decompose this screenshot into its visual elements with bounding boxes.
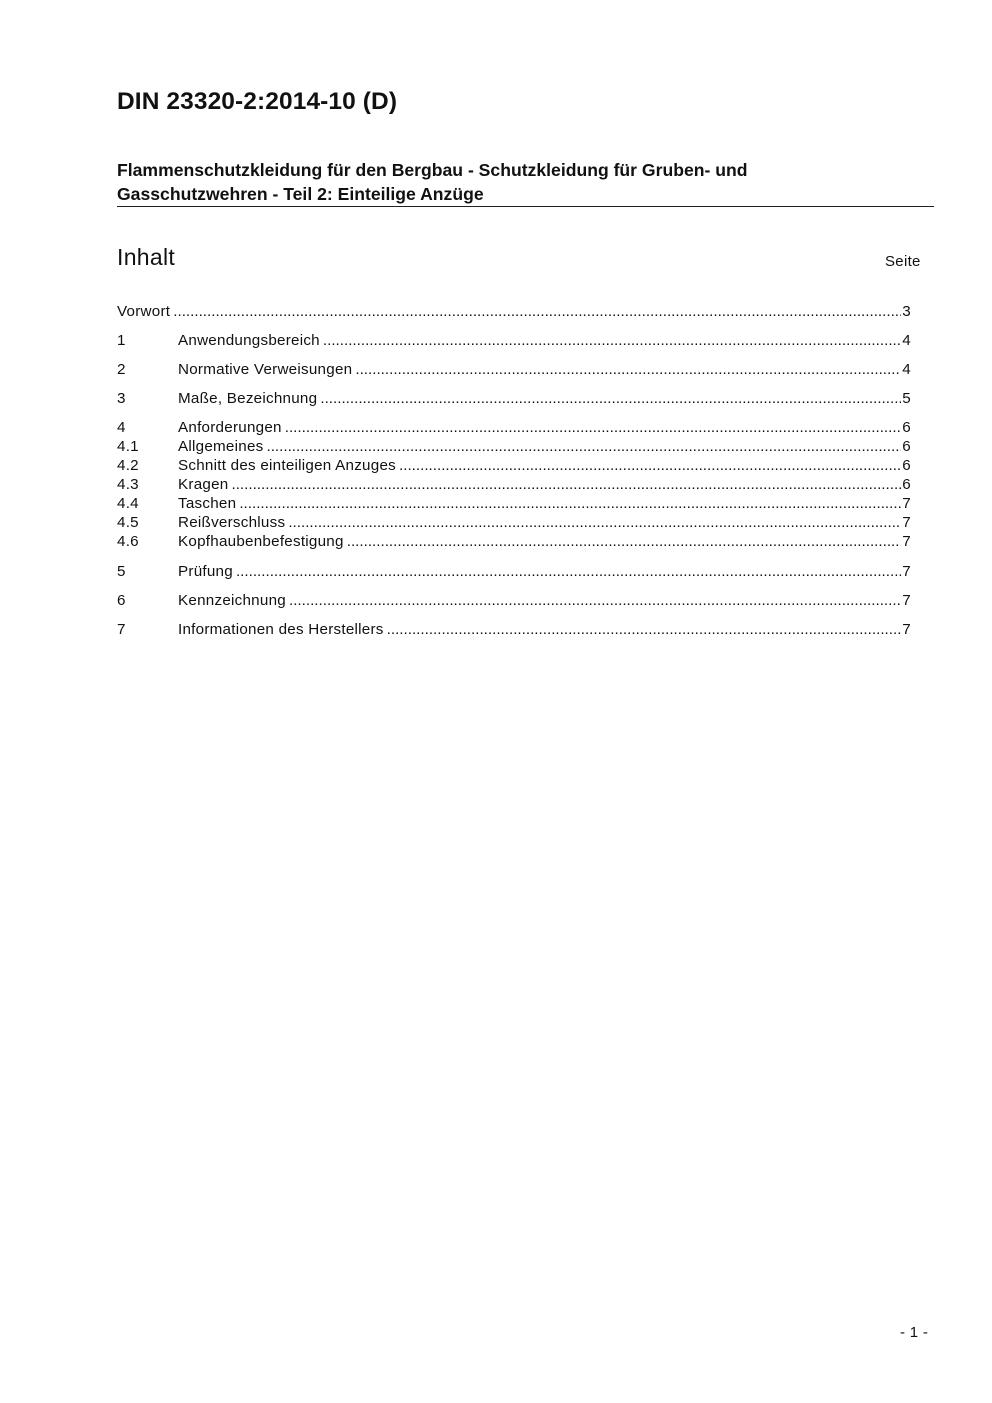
- toc-entry-page: 3: [902, 303, 911, 320]
- toc-dot-leader: [236, 562, 901, 581]
- toc-dot-leader: [347, 532, 902, 551]
- document-subtitle: Flammenschutzkleidung für den Bergbau - Schutzkleidung für Gruben- und Gasschutzwehren - Teil 2: Einteilige Anzüge: [117, 160, 748, 204]
- toc-entry-title: Schnitt des einteiligen Anzuges: [178, 457, 396, 474]
- toc-dot-leader: [266, 437, 901, 456]
- toc-entry-page: 7: [902, 533, 911, 550]
- toc-heading: Inhalt: [117, 244, 176, 270]
- toc-dot-leader: [239, 494, 901, 513]
- toc-entry-number: 4.2: [117, 457, 139, 474]
- toc-entry-1[interactable]: [117, 331, 911, 350]
- toc-entry-4-6[interactable]: [117, 532, 911, 551]
- toc-entry-number: 7: [117, 621, 126, 638]
- toc-dot-leader: [288, 513, 901, 532]
- document-id: DIN 23320-2:2014-10 (D): [117, 88, 398, 115]
- toc-entry-title: Vorwort: [117, 303, 171, 320]
- page-number: - 1 -: [900, 1324, 929, 1341]
- toc-entry-number: 3: [117, 390, 126, 407]
- toc-entry-page: 6: [902, 438, 911, 455]
- toc-entry-page: 7: [902, 563, 911, 580]
- toc-entry-page: 6: [902, 457, 911, 474]
- toc-dot-leader: [320, 389, 901, 408]
- toc-dot-leader: [231, 475, 901, 494]
- toc-entry-number: 5: [117, 563, 126, 580]
- toc-dot-leader: [285, 418, 902, 437]
- toc-entry-title: Informationen des Herstellers: [178, 621, 384, 638]
- toc-entry-title: Kragen: [178, 476, 229, 493]
- toc-entry-page: 7: [902, 592, 911, 609]
- toc-dot-leader: [387, 620, 902, 639]
- toc-entry-number: 4: [117, 419, 126, 436]
- toc-entry-2[interactable]: [117, 360, 911, 379]
- toc-entry-number: 4.4: [117, 495, 139, 512]
- toc-entry-4-2[interactable]: [117, 456, 911, 475]
- toc-entry-4-4[interactable]: [117, 494, 911, 513]
- toc-dot-leader: [289, 591, 901, 610]
- toc-entry-title: Prüfung: [178, 563, 233, 580]
- toc-entry-title: Taschen: [178, 495, 237, 512]
- toc-dot-leader: [173, 302, 901, 321]
- toc-entry-title: Kopfhaubenbefestigung: [178, 533, 344, 550]
- toc-entry-3[interactable]: [117, 389, 911, 408]
- toc-entry-number: 4.5: [117, 514, 139, 531]
- toc-entry-title: Anwendungsbereich: [178, 332, 320, 349]
- toc-entry-page: 7: [902, 514, 911, 531]
- toc-entry-page: 7: [902, 495, 911, 512]
- toc-entry-title: Kennzeichnung: [178, 592, 286, 609]
- toc-entry-number: 4.6: [117, 533, 139, 550]
- toc-entry-title: Normative Verweisungen: [178, 361, 353, 378]
- toc-dot-leader: [355, 360, 901, 379]
- toc-entry-title: Maße, Bezeichnung: [178, 390, 318, 407]
- toc-entry-number: 6: [117, 592, 126, 609]
- toc-entry-7[interactable]: [117, 620, 911, 639]
- toc-entry-4[interactable]: [117, 418, 911, 437]
- toc-entry-title: Allgemeines: [178, 438, 264, 455]
- toc-entry-page: 4: [902, 361, 911, 378]
- toc-entry-page: 7: [902, 621, 911, 638]
- toc-entry-vorwort[interactable]: [117, 302, 911, 321]
- toc-entry-4-1[interactable]: [117, 437, 911, 456]
- toc-entry-number: 4.3: [117, 476, 139, 493]
- toc-entry-4-5[interactable]: [117, 513, 911, 532]
- toc-entry-page: 5: [902, 390, 911, 407]
- toc-dot-leader: [399, 456, 901, 475]
- toc-entry-number: 1: [117, 332, 126, 349]
- toc-dot-leader: [323, 331, 901, 350]
- toc-entry-page: 6: [902, 476, 911, 493]
- toc-entry-5[interactable]: [117, 562, 911, 581]
- toc-entry-title: Reißverschluss: [178, 514, 286, 531]
- toc-entry-title: Anforderungen: [178, 419, 282, 436]
- toc-entry-number: 2: [117, 361, 126, 378]
- title-divider: [117, 206, 934, 207]
- toc-entry-page: 6: [902, 419, 911, 436]
- toc-page-column-label: Seite: [885, 253, 921, 270]
- toc-entry-4-3[interactable]: [117, 475, 911, 494]
- toc-entry-6[interactable]: [117, 591, 911, 610]
- toc-entry-number: 4.1: [117, 438, 139, 455]
- toc-entry-page: 4: [902, 332, 911, 349]
